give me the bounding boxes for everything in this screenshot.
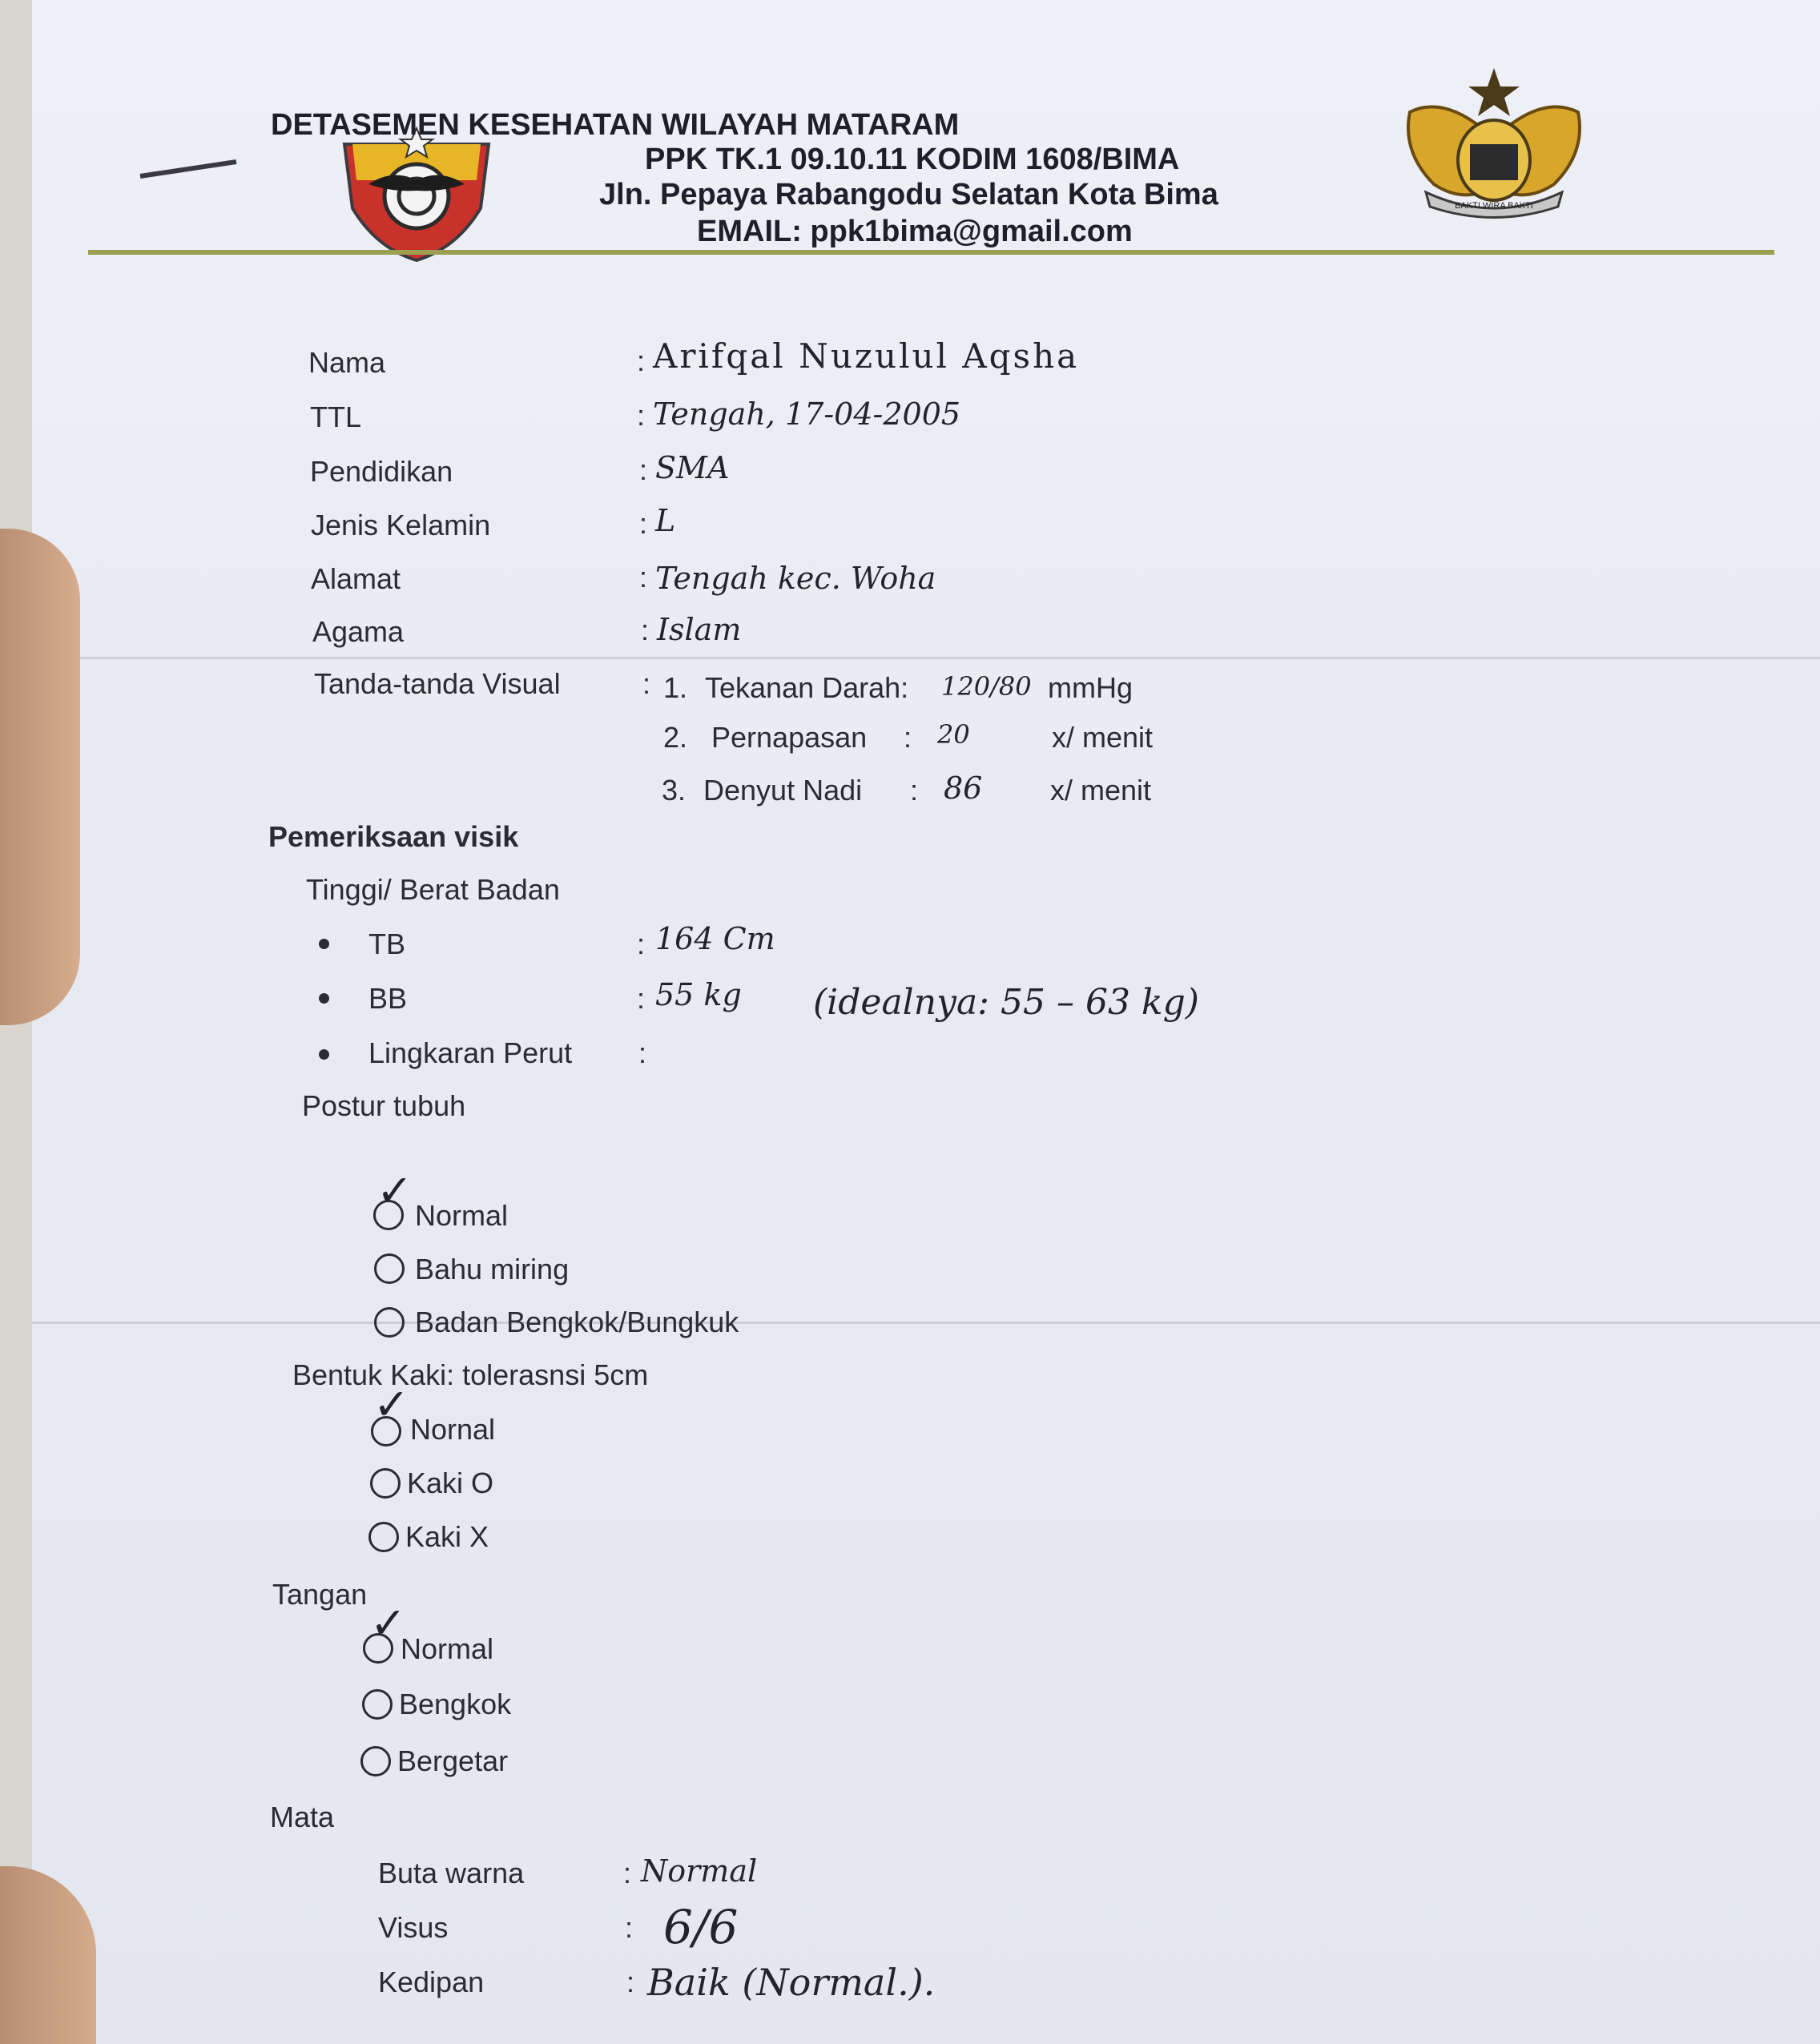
header-divider [88,250,1774,255]
unit-x-menit: x/ menit [1052,721,1154,754]
section-title-mata: Mata [270,1801,335,1833]
unit-mmhg: mmHg [1048,671,1133,704]
option-postur-bahu-miring: Bahu miring [415,1253,570,1286]
label-pendidikan: Pendidikan [310,455,453,488]
label-kedipan: Kedipan [378,1966,485,1998]
vital-num: 3. [662,774,687,807]
colon: : [904,721,912,754]
check-mark-icon: ✓ [370,1598,407,1648]
label-nama: Nama [308,346,386,379]
value-pernapasan: 20 [937,719,970,750]
bullet-icon [319,1049,329,1060]
value-pendidikan: SMA [655,450,730,485]
header-email: EMAIL: ppk1bima@gmail.com [697,215,1133,248]
option-kaki-x: Kaki X [405,1520,489,1553]
colon: : [639,507,648,540]
label-tb: TB [368,927,406,960]
option-kaki-normal: Nornal [410,1413,496,1446]
header-institution: DETASEMEN KESEHATAN WILAYAH MATARAM [271,108,960,142]
vital-tekanan-darah: Tekanan Darah: [705,671,909,704]
radio-postur-bengkok[interactable] [374,1307,405,1338]
vital-pernapasan: Pernapasan [711,721,868,754]
value-nama: Arifqal Nuzulul Aqsha [653,336,1080,376]
colon: : [625,1911,634,1944]
value-kedipan: Baik (Normal.). [647,1961,936,2004]
radio-kaki-o[interactable] [370,1468,401,1499]
value-denyut-nadi: 86 [944,771,983,806]
bullet-icon [319,993,329,1004]
unit-x-menit: x/ menit [1050,774,1152,807]
colon: : [639,453,648,486]
colon: : [637,927,646,960]
value-agama: Islam [657,612,742,647]
option-tangan-normal: Normal [401,1632,494,1665]
header-unit: PPK TK.1 09.10.11 KODIM 1608/BIMA [645,143,1180,176]
radio-kaki-x[interactable] [368,1522,399,1552]
check-mark-icon: ✓ [373,1379,410,1430]
option-kaki-o: Kaki O [407,1467,494,1499]
vital-num: 1. [663,671,688,704]
colon: : [637,399,646,432]
label-alamat: Alamat [311,562,401,595]
vital-denyut-nadi: Denyut Nadi [703,774,863,807]
tni-ad-emblem-icon [1394,64,1594,224]
paper-fold [32,657,1820,659]
colon: : [637,982,646,1015]
option-tangan-bengkok: Bengkok [399,1688,512,1720]
label-ttl: TTL [310,400,362,433]
value-jenis-kelamin: L [655,503,676,538]
hand-thumb [0,529,80,1025]
colon: : [637,344,646,377]
vital-num: 2. [663,721,688,754]
check-mark-icon: ✓ [376,1165,413,1216]
value-visus: 6/6 [663,1900,739,1954]
value-tekanan-darah: 120/80 [941,671,1032,702]
option-postur-bengkok: Badan Bengkok/Bungkuk [415,1306,739,1338]
label-tangan: Tangan [272,1578,368,1611]
label-agama: Agama [312,615,405,648]
paper-fold [32,1322,1820,1324]
label-lingkar-perut: Lingkaran Perut [368,1036,573,1069]
section-title-pemeriksaan: Pemeriksaan visik [268,820,519,853]
radio-postur-bahu-miring[interactable] [374,1253,405,1284]
staple-mark [136,152,248,184]
colon: : [638,1036,647,1069]
colon: : [910,774,919,807]
note-ideal-weight: (idealnya: 55 – 63 kg) [813,982,1199,1023]
radio-tangan-bengkok[interactable] [362,1689,393,1720]
label-bentuk-kaki: Bentuk Kaki: tolerasnsi 5cm [292,1358,649,1391]
colon: : [623,1857,632,1889]
label-bb: BB [368,982,408,1015]
emblem-motto: BAKTI WIRA BAKTI [1455,201,1533,211]
value-tb: 164 Cm [655,921,775,956]
colon: : [642,667,651,700]
option-tangan-bergetar: Bergetar [397,1744,509,1777]
colon: : [639,561,648,593]
bullet-icon [319,939,329,949]
label-postur: Postur tubuh [302,1089,466,1122]
option-postur-normal: Normal [415,1199,509,1232]
label-jenis-kelamin: Jenis Kelamin [311,509,491,541]
colon: : [641,614,650,646]
radio-tangan-bergetar[interactable] [360,1746,391,1776]
colon: : [626,1966,635,1998]
label-tinggi-berat: Tinggi/ Berat Badan [306,873,560,906]
value-bb: 55 kg [655,977,742,1012]
label-tanda-visual: Tanda-tanda Visual [314,667,561,700]
value-ttl: Tengah, 17-04-2005 [653,396,961,432]
label-buta-warna: Buta warna [378,1857,525,1889]
value-buta-warna: Normal [641,1853,758,1889]
value-alamat: Tengah kec. Woha [655,561,936,596]
header-address: Jln. Pepaya Rabangodu Selatan Kota Bima [599,178,1218,211]
label-visus: Visus [378,1911,449,1944]
